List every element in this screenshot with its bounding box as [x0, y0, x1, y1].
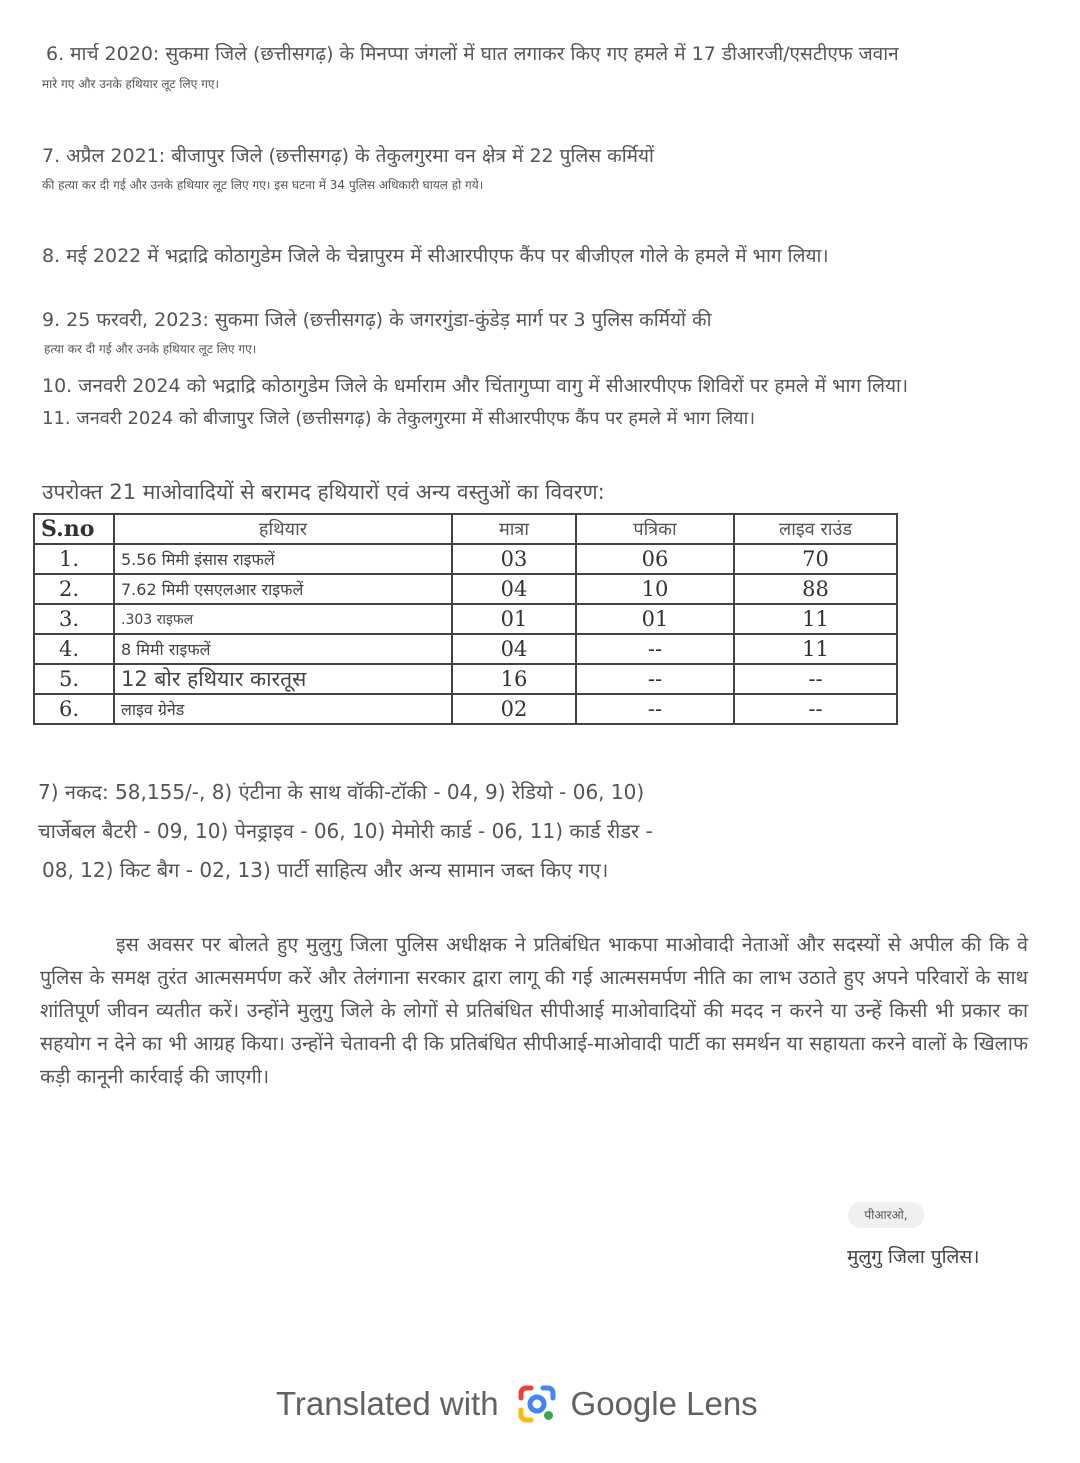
incident-6-cont: मारे गए और उनके हथियार लूट लिए गए। [42, 77, 220, 91]
cell-magazine: -- [576, 634, 734, 664]
incident-6: 6. मार्च 2020: सुकमा जिले (छत्तीसगढ़) के मिनप्पा जंगलों में घात लगाकर किए गए हमले में 17 डीआरजी/एसटीएफ जवान [46, 43, 899, 65]
table-row [34, 604, 897, 634]
cell-quantity: 03 [452, 544, 576, 574]
cell-magazine: 06 [576, 544, 734, 574]
cell-live-rounds: 11 [734, 634, 897, 664]
incident-10: 10. जनवरी 2024 को भद्राद्रि कोठागुडेम जिले के धर्माराम और चिंतागुप्पा वागु में सीआरपीएफ शिविरों पर हमले में भाग लिया। [42, 375, 909, 397]
cell-live-rounds: 11 [734, 604, 897, 634]
table-row [34, 664, 897, 694]
table-row [34, 544, 897, 574]
cell-sno: 3. [34, 604, 114, 634]
table-header-row [34, 514, 897, 544]
col-header-sno: S.no [34, 514, 114, 544]
cell-sno: 4. [34, 634, 114, 664]
incident-11: 11. जनवरी 2024 को बीजापुर जिले (छत्तीसगढ़) के तेकुलगुरमा में सीआरपीएफ कैंप पर हमले में भाग लिया। [42, 408, 756, 429]
cell-weapon: .303 राइफल [114, 604, 452, 634]
cell-live-rounds: 88 [734, 574, 897, 604]
col-header-magazine: पत्रिका [576, 514, 734, 544]
cell-quantity: 02 [452, 694, 576, 724]
cell-live-rounds: -- [734, 664, 897, 694]
cell-weapon: 12 बोर हथियार कारतूस [114, 664, 452, 694]
seized-items-line-2: चार्जेबल बैटरी - 09, 10) पेनड्राइव - 06, 10) मेमोरी कार्ड - 06, 11) कार्ड रीडर - [38, 819, 653, 843]
col-header-weapon: हथियार [114, 514, 452, 544]
cell-quantity: 04 [452, 574, 576, 604]
district-police-signature: मुलुगु जिला पुलिस। [847, 1246, 980, 1268]
cell-magazine: 10 [576, 574, 734, 604]
incident-7: 7. अप्रैल 2021: बीजापुर जिले (छत्तीसगढ़) के तेकुलगुरमा वन क्षेत्र में 22 पुलिस कर्मियों [42, 145, 654, 167]
weapons-table [33, 513, 898, 725]
cell-weapon: 8 मिमी राइफलें [114, 634, 452, 664]
incident-8: 8. मई 2022 में भद्राद्रि कोठागुडेम जिले के चेन्नापुरम में सीआरपीएफ कैंप पर बीजीएल गोले के हमले में भाग लिया। [42, 245, 829, 267]
table-row [34, 574, 897, 604]
cell-live-rounds: 70 [734, 544, 897, 574]
google-lens-brand: Google Lens [570, 1385, 758, 1422]
cell-weapon: 7.62 मिमी एसएलआर राइफलें [114, 574, 452, 604]
google-lens-icon [515, 1382, 559, 1426]
incident-9-cont: हत्या कर दी गई और उनके हथियार लूट लिए गए। [44, 342, 257, 356]
cell-sno: 1. [34, 544, 114, 574]
table-row [34, 634, 897, 664]
seized-items-line-3: 08, 12) किट बैग - 02, 13) पार्टी साहित्य और अन्य सामान जब्त किए गए। [42, 858, 609, 882]
table-row [34, 694, 897, 724]
cell-quantity: 16 [452, 664, 576, 694]
statement-paragraph: इस अवसर पर बोलते हुए मुलुगु जिला पुलिस अधीक्षक ने प्रतिबंधित भाकपा माओवादी नेताओं और सदस्यों से अपील की कि वे पुलिस के समक्ष तुरंत आत्मसमर्पण करें और तेलंगाना सरकार द्वारा लागू की गई आत्मसमर्पण नीति का लाभ उठाते हुए अपने परिवारों के साथ शांतिपूर्ण जीवन व्यतीत करें। उन्होंने मुलुगु जिले के लोगों से प्रतिबंधित सीपीआई माओवादियों की मदद न करने या उन्हें किसी भी प्रकार का सहयोग न देने का भी आग्रह किया। उन्होंने चेतावनी दी कि प्रतिबंधित सीपीआई-माओवादी पार्टी का समर्थन या सहायता करने वालों के खिलाफ कड़ी कानूनी कार्रवाई की जाएगी। [40, 933, 1028, 1088]
col-header-quantity: मात्रा [452, 514, 576, 544]
cell-sno: 6. [34, 694, 114, 724]
cell-quantity: 04 [452, 634, 576, 664]
cell-magazine: -- [576, 664, 734, 694]
recovery-heading: उपरोक्त 21 माओवादियों से बरामद हथियारों एवं अन्य वस्तुओं का विवरण: [42, 480, 605, 504]
translated-with-label: Translated with [276, 1385, 499, 1422]
cell-sno: 5. [34, 664, 114, 694]
pro-label: पीआरओ, [848, 1202, 924, 1228]
google-lens-footer [276, 1382, 758, 1426]
incident-7-cont: की हत्या कर दी गई और उनके हथियार लूट लिए गए। इस घटना में 34 पुलिस अधिकारी घायल हो गये। [42, 178, 484, 192]
incident-9: 9. 25 फरवरी, 2023: सुकमा जिले (छत्तीसगढ़) के जगरगुंडा-कुंडेड़ मार्ग पर 3 पुलिस कर्मियों की [42, 309, 712, 331]
seized-items-line-1: 7) नकद: 58,155/-, 8) एंटीना के साथ वॉकी-टॉकी - 04, 9) रेडियो - 06, 10) [38, 780, 645, 804]
cell-weapon: 5.56 मिमी इंसास राइफलें [114, 544, 452, 574]
cell-quantity: 01 [452, 604, 576, 634]
col-header-live-rounds: लाइव राउंड [734, 514, 897, 544]
cell-sno: 2. [34, 574, 114, 604]
cell-magazine: 01 [576, 604, 734, 634]
cell-magazine: -- [576, 694, 734, 724]
cell-weapon: लाइव ग्रेनेड [114, 694, 452, 724]
cell-live-rounds: -- [734, 694, 897, 724]
